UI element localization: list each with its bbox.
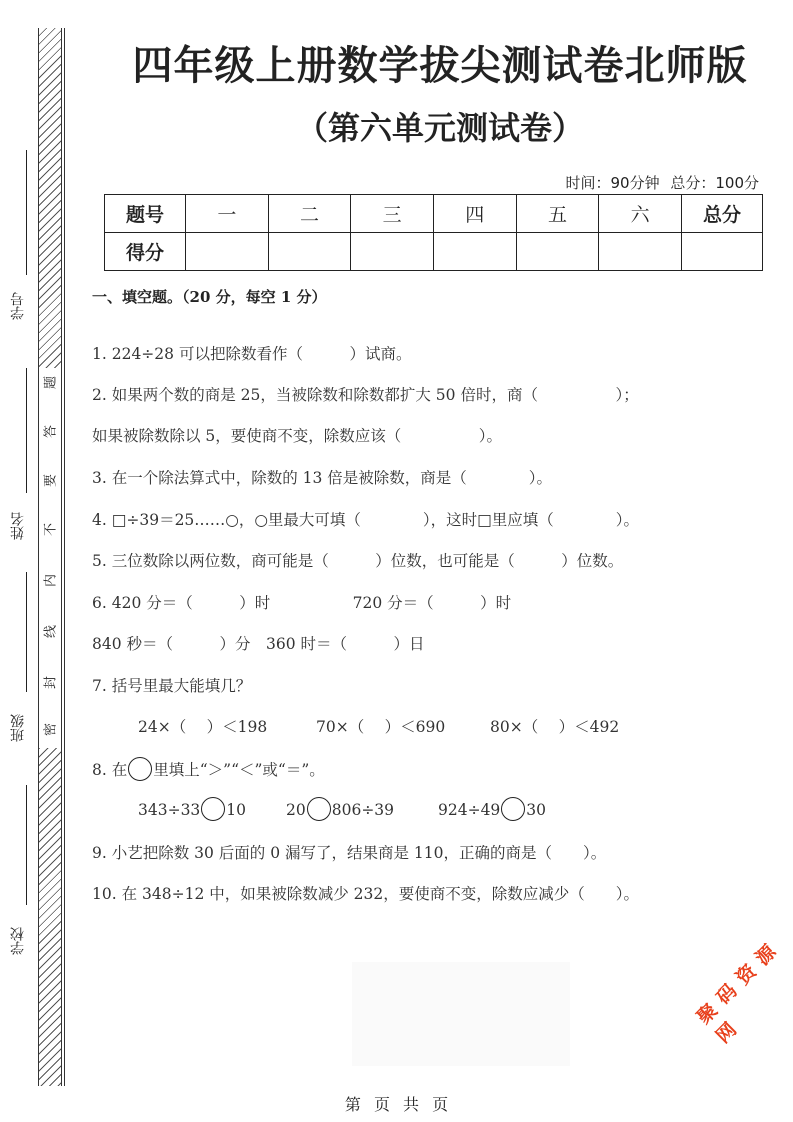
q8c-left: 924÷49 (438, 801, 501, 819)
field-school (4, 785, 34, 955)
section-heading: 一、填空题。（20 分，每空 1 分） (92, 288, 327, 306)
question-7a: 24×（ ）＜198 (138, 718, 268, 736)
blank-area (352, 962, 570, 1066)
seal-word: 题 (43, 376, 59, 390)
q8b-left: 20 (286, 801, 306, 819)
field-student-id (4, 150, 34, 320)
time-info (559, 172, 759, 193)
question-8a (138, 797, 246, 821)
question-8b (286, 797, 394, 821)
page-title: 四年级上册数学拔尖测试卷北师版 (132, 43, 748, 89)
seal-word: 答 (43, 425, 59, 439)
score-cell[interactable] (351, 233, 434, 271)
compare-circle[interactable] (201, 797, 225, 821)
seal-word: 线 (43, 625, 59, 639)
question-7c: 80×（ ）＜492 (490, 718, 620, 736)
question-1: 1. 224÷28 可以把除数看作（ ）试商。 (92, 345, 412, 363)
compare-circle[interactable] (501, 797, 525, 821)
field-label: 学号 (10, 292, 26, 320)
question-2: 2. 如果两个数的商是 25，当被除数和除数都扩大 50 倍时，商（ ）； (92, 386, 639, 404)
seal-word: 内 (43, 574, 59, 588)
seal-word: 不 (43, 523, 59, 537)
seal-word: 封 (43, 676, 59, 690)
circle-blank-icon (128, 757, 152, 781)
score-cell[interactable] (268, 233, 351, 271)
page-subtitle: （第六单元测试卷） (295, 109, 584, 147)
score-cell[interactable] (516, 233, 599, 271)
field-class (4, 572, 34, 742)
score-cell[interactable] (186, 233, 269, 271)
binding-margin (0, 0, 70, 1122)
question-7: 7. 括号里最大能填几？ (92, 677, 252, 695)
field-label: 姓名 (10, 512, 26, 540)
score-table-header: 总分 (682, 195, 763, 233)
q8b-right: 806÷39 (331, 801, 395, 819)
q8a-left: 343÷33 (138, 801, 201, 819)
score-table-header-row (105, 195, 763, 233)
score-table-header: 四 (433, 195, 516, 233)
question-8-suffix: 里填上“＞”“＜”或“＝”。 (153, 761, 325, 779)
field-label: 学校 (10, 927, 26, 955)
score-table-header: 五 (516, 195, 599, 233)
question-8-prefix: 8. 在 (92, 761, 128, 779)
score-table-header: 题号 (105, 195, 186, 233)
time-limit: 时间：90分钟 (565, 174, 660, 192)
score-table-header: 二 (268, 195, 351, 233)
seal-word: 要 (43, 474, 59, 488)
q8c-right: 30 (526, 801, 547, 819)
question-4: 4. □÷39＝25……○，○里最大可填（ ），这时□里应填（ ）。 (92, 511, 639, 529)
question-9: 9. 小艺把除数 30 后面的 0 漏写了，结果商是 110，正确的商是（ ）。 (92, 844, 607, 862)
question-5: 5. 三位数除以两位数，商可能是（ ）位数，也可能是（ ）位数。 (92, 552, 624, 570)
question-6-cont: 840 秒＝（ ）分 360 时＝（ ）日 (92, 635, 425, 653)
score-row-label: 得分 (105, 233, 186, 271)
score-cell[interactable] (599, 233, 682, 271)
question-10: 10. 在 348÷12 中，如果被除数减少 232，要使商不变，除数应减少（ ）。 (92, 885, 639, 903)
page-footer: 第 页 共 页 (344, 1095, 449, 1114)
score-table-header: 一 (186, 195, 269, 233)
field-name (4, 368, 34, 540)
watermark: 聚 码 资 源 网 (692, 940, 782, 1048)
score-cell[interactable] (682, 233, 763, 271)
question-6: 6. 420 分＝（ ）时 720 分＝（ ）时 (92, 594, 512, 612)
question-3: 3. 在一个除法算式中，除数的 13 倍是被除数，商是（ ）。 (92, 469, 553, 487)
q8a-right: 10 (226, 801, 247, 819)
compare-circle[interactable] (307, 797, 331, 821)
seal-word: 密 (43, 723, 59, 737)
question-2-cont: 如果被除数除以 5，要使商不变，除数应该（ ）。 (92, 427, 503, 445)
total-score: 总分：100分 (670, 174, 759, 192)
field-label: 班级 (10, 714, 26, 742)
question-8 (92, 757, 325, 781)
question-8c (438, 797, 546, 821)
score-table-header: 六 (599, 195, 682, 233)
score-table (104, 194, 763, 271)
score-cell[interactable] (433, 233, 516, 271)
score-table-header: 三 (351, 195, 434, 233)
question-7b: 70×（ ）＜690 (316, 718, 446, 736)
binding-border (64, 28, 65, 1086)
score-table-score-row (105, 233, 763, 271)
